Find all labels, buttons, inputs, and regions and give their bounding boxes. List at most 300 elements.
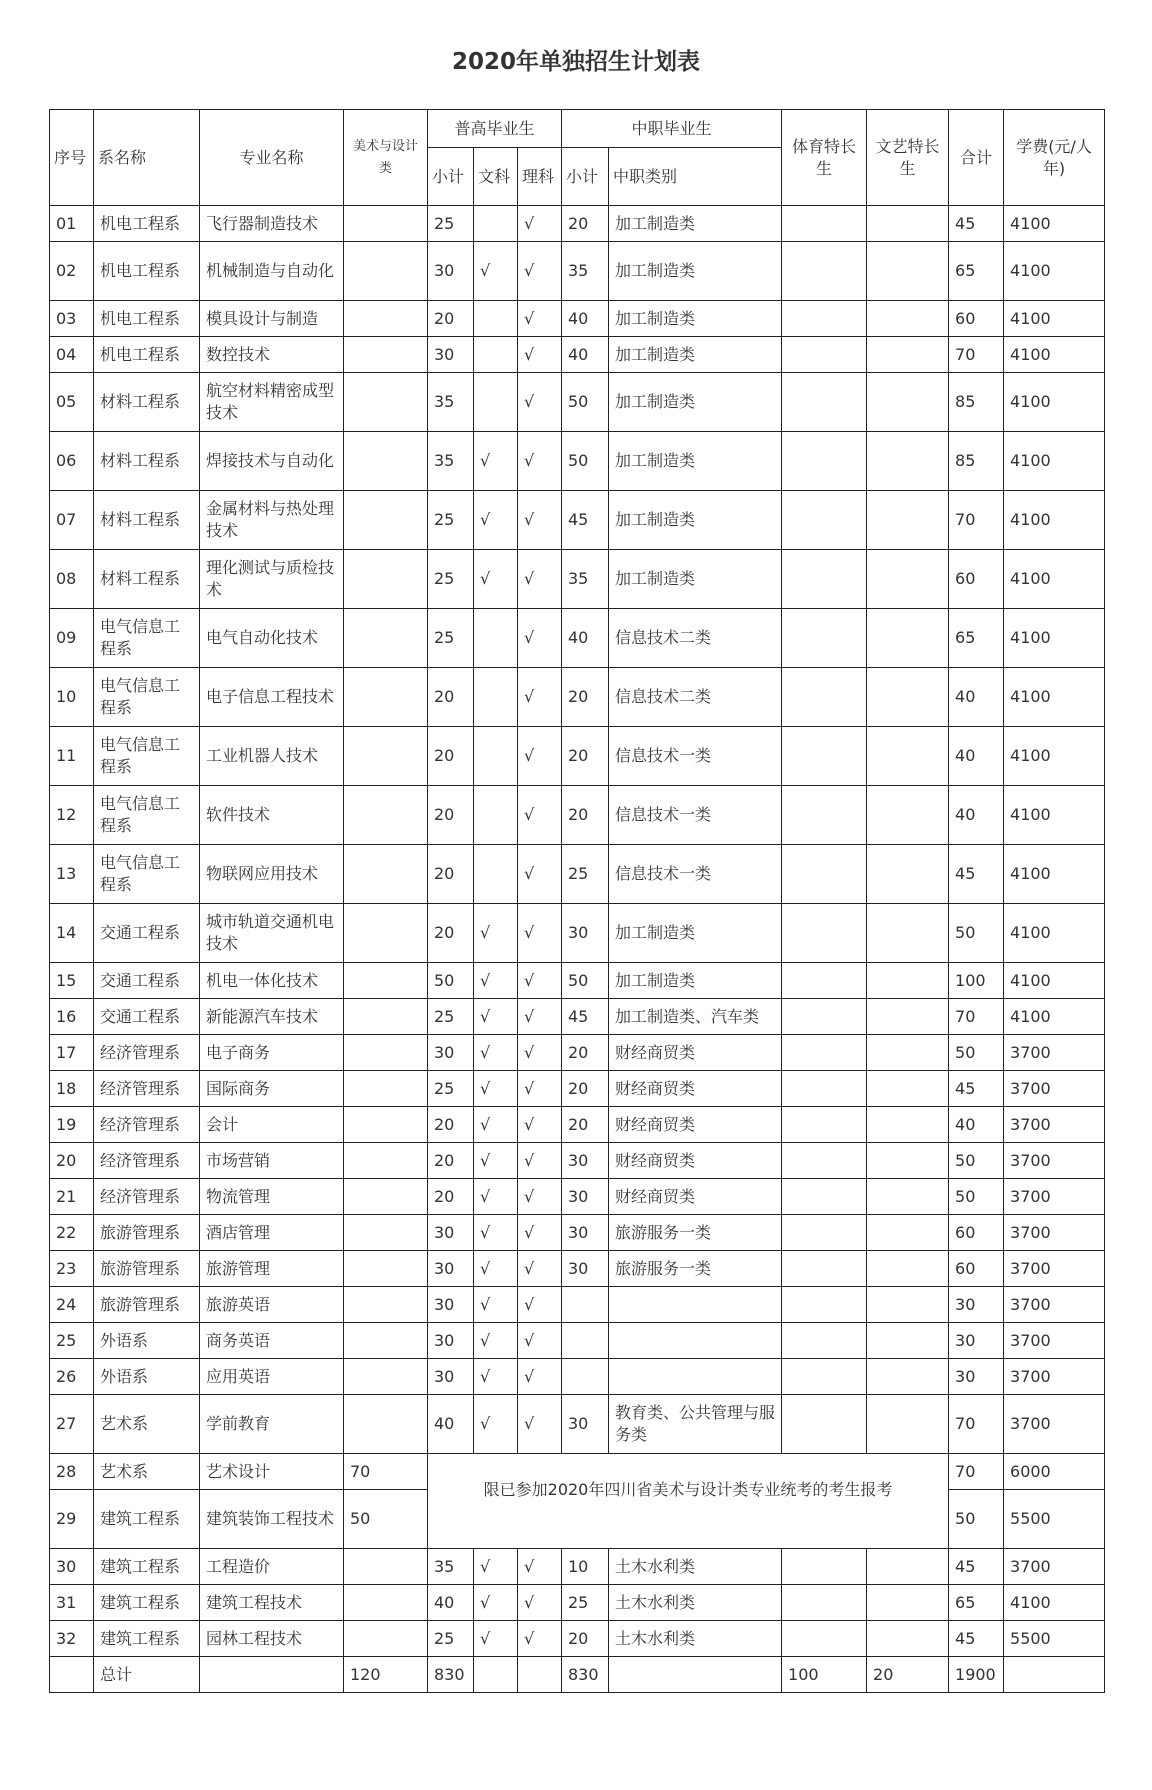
cell-vocational-category: 教育类、公共管理与服务类 — [609, 1395, 782, 1454]
cell-general-science: √ — [518, 1287, 562, 1323]
cell-artsports — [867, 373, 949, 432]
cell-fee: 4100 — [1004, 999, 1105, 1035]
cell-seq: 10 — [50, 668, 94, 727]
cell-major: 数控技术 — [200, 337, 344, 373]
cell-general-subtotal: 20 — [428, 1179, 474, 1215]
cell-sports — [782, 904, 867, 963]
cell-seq: 12 — [50, 786, 94, 845]
cell-art — [344, 550, 428, 609]
cell-art — [344, 491, 428, 550]
cell-sports — [782, 1035, 867, 1071]
cell-general-subtotal: 25 — [428, 999, 474, 1035]
cell-sports — [782, 845, 867, 904]
cell-art — [344, 1251, 428, 1287]
cell-general-arts: √ — [474, 1071, 518, 1107]
cell-major: 理化测试与质检技术 — [200, 550, 344, 609]
cell-art — [344, 432, 428, 491]
merged-note: 限已参加2020年四川省美术与设计类专业统考的考生报考 — [428, 1454, 949, 1549]
cell-total: 45 — [949, 845, 1004, 904]
cell-seq: 30 — [50, 1549, 94, 1585]
cell-major: 电子商务 — [200, 1035, 344, 1071]
cell-artsports — [867, 1549, 949, 1585]
cell-general-subtotal: 25 — [428, 550, 474, 609]
cell-vocational-subtotal: 30 — [562, 1179, 609, 1215]
cell-seq: 03 — [50, 301, 94, 337]
cell-general-science: √ — [518, 337, 562, 373]
cell-sports — [782, 963, 867, 999]
cell-seq: 21 — [50, 1179, 94, 1215]
cell-artsports — [867, 963, 949, 999]
cell-vocational-category: 加工制造类 — [609, 337, 782, 373]
cell-vocational-category: 财经商贸类 — [609, 1035, 782, 1071]
cell-art — [344, 1071, 428, 1107]
totals-fee — [1004, 1657, 1105, 1693]
cell-vocational-subtotal: 20 — [562, 727, 609, 786]
cell-major: 艺术设计 — [200, 1454, 344, 1490]
cell-general-arts: √ — [474, 1585, 518, 1621]
cell-vocational-category: 加工制造类 — [609, 550, 782, 609]
cell-artsports — [867, 1585, 949, 1621]
cell-dept: 电气信息工程系 — [94, 845, 200, 904]
cell-dept: 建筑工程系 — [94, 1621, 200, 1657]
cell-total: 60 — [949, 1215, 1004, 1251]
cell-art — [344, 301, 428, 337]
cell-fee: 5500 — [1004, 1621, 1105, 1657]
cell-fee: 4100 — [1004, 242, 1105, 301]
cell-major: 电气自动化技术 — [200, 609, 344, 668]
cell-vocational-category: 财经商贸类 — [609, 1107, 782, 1143]
cell-general-science: √ — [518, 609, 562, 668]
table-row — [50, 786, 1105, 845]
cell-seq: 15 — [50, 963, 94, 999]
cell-seq: 19 — [50, 1107, 94, 1143]
cell-dept: 交通工程系 — [94, 963, 200, 999]
cell-general-subtotal: 35 — [428, 373, 474, 432]
cell-total: 45 — [949, 206, 1004, 242]
table-header — [50, 110, 1105, 206]
cell-general-arts — [474, 668, 518, 727]
header-art: 美术与设计类 — [344, 110, 428, 206]
cell-general-subtotal: 20 — [428, 727, 474, 786]
cell-vocational-subtotal: 30 — [562, 1251, 609, 1287]
cell-general-science: √ — [518, 963, 562, 999]
table-row — [50, 432, 1105, 491]
cell-major: 酒店管理 — [200, 1215, 344, 1251]
cell-total: 45 — [949, 1549, 1004, 1585]
cell-vocational-subtotal: 40 — [562, 301, 609, 337]
cell-art: 50 — [344, 1490, 428, 1549]
cell-artsports — [867, 1359, 949, 1395]
cell-dept: 电气信息工程系 — [94, 786, 200, 845]
cell-artsports — [867, 1287, 949, 1323]
cell-general-arts: √ — [474, 1107, 518, 1143]
cell-general-science: √ — [518, 1143, 562, 1179]
cell-dept: 经济管理系 — [94, 1035, 200, 1071]
cell-general-science: √ — [518, 1359, 562, 1395]
cell-fee: 4100 — [1004, 786, 1105, 845]
cell-sports — [782, 1179, 867, 1215]
cell-seq: 04 — [50, 337, 94, 373]
cell-sports — [782, 1143, 867, 1179]
table-row — [50, 727, 1105, 786]
cell-general-subtotal: 20 — [428, 1107, 474, 1143]
cell-sports — [782, 1585, 867, 1621]
cell-sports — [782, 1071, 867, 1107]
cell-total: 70 — [949, 1454, 1004, 1490]
cell-sports — [782, 1359, 867, 1395]
cell-general-subtotal: 20 — [428, 904, 474, 963]
cell-general-science: √ — [518, 1179, 562, 1215]
cell-fee: 3700 — [1004, 1323, 1105, 1359]
table-row — [50, 301, 1105, 337]
cell-total: 60 — [949, 1251, 1004, 1287]
totals-sports: 100 — [782, 1657, 867, 1693]
cell-general-science: √ — [518, 432, 562, 491]
cell-vocational-category: 旅游服务一类 — [609, 1215, 782, 1251]
cell-vocational-category: 信息技术二类 — [609, 609, 782, 668]
cell-vocational-subtotal: 50 — [562, 432, 609, 491]
cell-artsports — [867, 1621, 949, 1657]
header-vocational-group: 中职毕业生 — [562, 110, 782, 148]
cell-dept: 经济管理系 — [94, 1107, 200, 1143]
cell-general-arts: √ — [474, 1359, 518, 1395]
cell-total: 50 — [949, 904, 1004, 963]
table-row — [50, 1143, 1105, 1179]
totals-major — [200, 1657, 344, 1693]
cell-fee: 4100 — [1004, 432, 1105, 491]
cell-seq: 28 — [50, 1454, 94, 1490]
cell-general-science: √ — [518, 1035, 562, 1071]
cell-general-science: √ — [518, 301, 562, 337]
cell-vocational-category — [609, 1287, 782, 1323]
cell-general-science: √ — [518, 1621, 562, 1657]
cell-vocational-subtotal: 50 — [562, 963, 609, 999]
cell-seq: 32 — [50, 1621, 94, 1657]
cell-general-subtotal: 40 — [428, 1395, 474, 1454]
cell-fee: 4100 — [1004, 206, 1105, 242]
cell-total: 50 — [949, 1490, 1004, 1549]
table-row — [50, 963, 1105, 999]
cell-general-subtotal: 40 — [428, 1585, 474, 1621]
cell-major: 城市轨道交通机电技术 — [200, 904, 344, 963]
cell-fee: 4100 — [1004, 609, 1105, 668]
table-body — [50, 206, 1105, 1693]
cell-general-arts — [474, 337, 518, 373]
totals-general: 830 — [428, 1657, 474, 1693]
cell-general-arts — [474, 301, 518, 337]
cell-general-arts: √ — [474, 1395, 518, 1454]
cell-fee: 4100 — [1004, 963, 1105, 999]
cell-general-subtotal: 20 — [428, 301, 474, 337]
cell-general-subtotal: 30 — [428, 1251, 474, 1287]
cell-total: 50 — [949, 1035, 1004, 1071]
cell-seq: 13 — [50, 845, 94, 904]
table-row — [50, 999, 1105, 1035]
header-general-arts: 文科 — [474, 148, 518, 206]
table-row — [50, 1287, 1105, 1323]
cell-seq: 09 — [50, 609, 94, 668]
cell-total: 30 — [949, 1359, 1004, 1395]
totals-row — [50, 1657, 1105, 1693]
cell-general-arts: √ — [474, 1287, 518, 1323]
cell-seq: 01 — [50, 206, 94, 242]
cell-vocational-category: 信息技术一类 — [609, 786, 782, 845]
cell-vocational-category: 信息技术一类 — [609, 727, 782, 786]
table-row — [50, 1585, 1105, 1621]
totals-total: 1900 — [949, 1657, 1004, 1693]
cell-vocational-category: 加工制造类、汽车类 — [609, 999, 782, 1035]
table-row — [50, 1359, 1105, 1395]
table-row — [50, 1215, 1105, 1251]
cell-art — [344, 242, 428, 301]
table-row — [50, 242, 1105, 301]
cell-general-science: √ — [518, 786, 562, 845]
cell-sports — [782, 1549, 867, 1585]
cell-artsports — [867, 1143, 949, 1179]
cell-art — [344, 1621, 428, 1657]
cell-vocational-category: 加工制造类 — [609, 301, 782, 337]
cell-art — [344, 1179, 428, 1215]
cell-general-arts: √ — [474, 550, 518, 609]
cell-art — [344, 1549, 428, 1585]
cell-total: 60 — [949, 301, 1004, 337]
cell-sports — [782, 609, 867, 668]
cell-art — [344, 845, 428, 904]
cell-artsports — [867, 727, 949, 786]
cell-vocational-subtotal: 20 — [562, 1071, 609, 1107]
cell-fee: 3700 — [1004, 1549, 1105, 1585]
table-row — [50, 609, 1105, 668]
cell-general-science: √ — [518, 999, 562, 1035]
cell-sports — [782, 432, 867, 491]
cell-dept: 材料工程系 — [94, 550, 200, 609]
cell-dept: 外语系 — [94, 1323, 200, 1359]
cell-seq: 24 — [50, 1287, 94, 1323]
cell-total: 65 — [949, 242, 1004, 301]
table-row — [50, 1621, 1105, 1657]
cell-total: 70 — [949, 999, 1004, 1035]
cell-general-subtotal: 30 — [428, 337, 474, 373]
cell-dept: 建筑工程系 — [94, 1490, 200, 1549]
cell-vocational-subtotal: 20 — [562, 1621, 609, 1657]
cell-vocational-category: 财经商贸类 — [609, 1143, 782, 1179]
cell-total: 40 — [949, 668, 1004, 727]
cell-art — [344, 963, 428, 999]
cell-general-subtotal: 35 — [428, 432, 474, 491]
table-row — [50, 1035, 1105, 1071]
cell-fee: 6000 — [1004, 1454, 1105, 1490]
cell-general-arts: √ — [474, 1035, 518, 1071]
cell-dept: 旅游管理系 — [94, 1215, 200, 1251]
header-total: 合计 — [949, 110, 1004, 206]
cell-general-subtotal: 30 — [428, 1035, 474, 1071]
header-vocational-subtotal: 小计 — [562, 148, 609, 206]
cell-general-arts: √ — [474, 242, 518, 301]
cell-artsports — [867, 432, 949, 491]
cell-general-arts: √ — [474, 1251, 518, 1287]
cell-seq: 29 — [50, 1490, 94, 1549]
table-row — [50, 1071, 1105, 1107]
cell-dept: 外语系 — [94, 1359, 200, 1395]
cell-vocational-category: 加工制造类 — [609, 904, 782, 963]
cell-fee: 3700 — [1004, 1035, 1105, 1071]
table-row — [50, 337, 1105, 373]
cell-major: 应用英语 — [200, 1359, 344, 1395]
cell-total: 50 — [949, 1179, 1004, 1215]
cell-major: 旅游管理 — [200, 1251, 344, 1287]
cell-artsports — [867, 550, 949, 609]
cell-general-arts — [474, 845, 518, 904]
cell-general-arts — [474, 373, 518, 432]
cell-general-science: √ — [518, 904, 562, 963]
cell-major: 模具设计与制造 — [200, 301, 344, 337]
table-row — [50, 1549, 1105, 1585]
header-general-group: 普高毕业生 — [428, 110, 562, 148]
cell-vocational-subtotal: 30 — [562, 1215, 609, 1251]
cell-art — [344, 1585, 428, 1621]
cell-major: 园林工程技术 — [200, 1621, 344, 1657]
cell-art — [344, 1107, 428, 1143]
cell-dept: 电气信息工程系 — [94, 609, 200, 668]
cell-vocational-subtotal: 45 — [562, 999, 609, 1035]
cell-general-subtotal: 30 — [428, 1323, 474, 1359]
cell-total: 45 — [949, 1071, 1004, 1107]
table-row — [50, 550, 1105, 609]
cell-total: 45 — [949, 1621, 1004, 1657]
cell-seq: 20 — [50, 1143, 94, 1179]
cell-general-science: √ — [518, 1107, 562, 1143]
cell-general-subtotal: 20 — [428, 668, 474, 727]
cell-general-arts: √ — [474, 1323, 518, 1359]
cell-major: 物流管理 — [200, 1179, 344, 1215]
table-row — [50, 1179, 1105, 1215]
cell-fee: 3700 — [1004, 1395, 1105, 1454]
cell-vocational-subtotal: 20 — [562, 668, 609, 727]
cell-sports — [782, 1621, 867, 1657]
cell-sports — [782, 1395, 867, 1454]
cell-fee: 3700 — [1004, 1071, 1105, 1107]
cell-vocational-category: 加工制造类 — [609, 491, 782, 550]
cell-seq: 02 — [50, 242, 94, 301]
cell-seq: 14 — [50, 904, 94, 963]
cell-vocational-category: 土木水利类 — [609, 1585, 782, 1621]
cell-dept: 经济管理系 — [94, 1179, 200, 1215]
cell-art — [344, 337, 428, 373]
cell-sports — [782, 337, 867, 373]
cell-fee: 3700 — [1004, 1359, 1105, 1395]
cell-art — [344, 1287, 428, 1323]
cell-seq: 23 — [50, 1251, 94, 1287]
cell-seq: 11 — [50, 727, 94, 786]
cell-sports — [782, 1107, 867, 1143]
cell-general-science: √ — [518, 668, 562, 727]
cell-vocational-subtotal: 20 — [562, 1035, 609, 1071]
cell-general-arts: √ — [474, 1621, 518, 1657]
cell-sports — [782, 668, 867, 727]
cell-general-subtotal: 20 — [428, 1143, 474, 1179]
cell-fee: 4100 — [1004, 373, 1105, 432]
cell-general-science: √ — [518, 845, 562, 904]
cell-general-arts: √ — [474, 432, 518, 491]
cell-general-arts — [474, 206, 518, 242]
cell-general-subtotal: 50 — [428, 963, 474, 999]
cell-general-subtotal: 20 — [428, 845, 474, 904]
cell-dept: 材料工程系 — [94, 432, 200, 491]
cell-vocational-subtotal — [562, 1287, 609, 1323]
cell-major: 市场营销 — [200, 1143, 344, 1179]
cell-general-arts: √ — [474, 1549, 518, 1585]
header-sports: 体育特长生 — [782, 110, 867, 206]
cell-artsports — [867, 786, 949, 845]
cell-art — [344, 1323, 428, 1359]
cell-vocational-subtotal: 20 — [562, 786, 609, 845]
cell-seq: 07 — [50, 491, 94, 550]
cell-total: 30 — [949, 1287, 1004, 1323]
cell-general-subtotal: 35 — [428, 1549, 474, 1585]
cell-art — [344, 999, 428, 1035]
cell-fee: 4100 — [1004, 668, 1105, 727]
cell-fee: 3700 — [1004, 1251, 1105, 1287]
cell-seq: 06 — [50, 432, 94, 491]
cell-total: 100 — [949, 963, 1004, 999]
cell-vocational-subtotal: 50 — [562, 373, 609, 432]
cell-dept: 电气信息工程系 — [94, 668, 200, 727]
cell-artsports — [867, 242, 949, 301]
table-row — [50, 373, 1105, 432]
page-title: 2020年单独招生计划表 — [451, 49, 700, 75]
header-major: 专业名称 — [200, 110, 344, 206]
cell-fee: 4100 — [1004, 727, 1105, 786]
cell-major: 航空材料精密成型技术 — [200, 373, 344, 432]
cell-vocational-category: 土木水利类 — [609, 1549, 782, 1585]
cell-fee: 4100 — [1004, 301, 1105, 337]
cell-total: 40 — [949, 1107, 1004, 1143]
cell-major: 工业机器人技术 — [200, 727, 344, 786]
cell-sports — [782, 301, 867, 337]
cell-vocational-subtotal: 25 — [562, 1585, 609, 1621]
enrollment-plan-table — [49, 109, 1105, 1693]
cell-seq: 25 — [50, 1323, 94, 1359]
cell-fee: 5500 — [1004, 1490, 1105, 1549]
cell-sports — [782, 206, 867, 242]
cell-art: 70 — [344, 1454, 428, 1490]
cell-artsports — [867, 609, 949, 668]
cell-artsports — [867, 1071, 949, 1107]
cell-total: 70 — [949, 1395, 1004, 1454]
cell-total: 40 — [949, 786, 1004, 845]
cell-dept: 交通工程系 — [94, 999, 200, 1035]
cell-vocational-category: 财经商贸类 — [609, 1179, 782, 1215]
cell-seq: 05 — [50, 373, 94, 432]
cell-art — [344, 668, 428, 727]
cell-dept: 艺术系 — [94, 1395, 200, 1454]
cell-vocational-category: 加工制造类 — [609, 963, 782, 999]
cell-vocational-category — [609, 1359, 782, 1395]
cell-major: 物联网应用技术 — [200, 845, 344, 904]
cell-general-arts: √ — [474, 999, 518, 1035]
cell-general-science: √ — [518, 1071, 562, 1107]
cell-major: 旅游英语 — [200, 1287, 344, 1323]
cell-sports — [782, 727, 867, 786]
cell-general-subtotal: 25 — [428, 1621, 474, 1657]
cell-artsports — [867, 1179, 949, 1215]
cell-major: 工程造价 — [200, 1549, 344, 1585]
table-row — [50, 904, 1105, 963]
cell-dept: 经济管理系 — [94, 1071, 200, 1107]
cell-artsports — [867, 1035, 949, 1071]
cell-general-science: √ — [518, 491, 562, 550]
cell-vocational-subtotal: 40 — [562, 337, 609, 373]
